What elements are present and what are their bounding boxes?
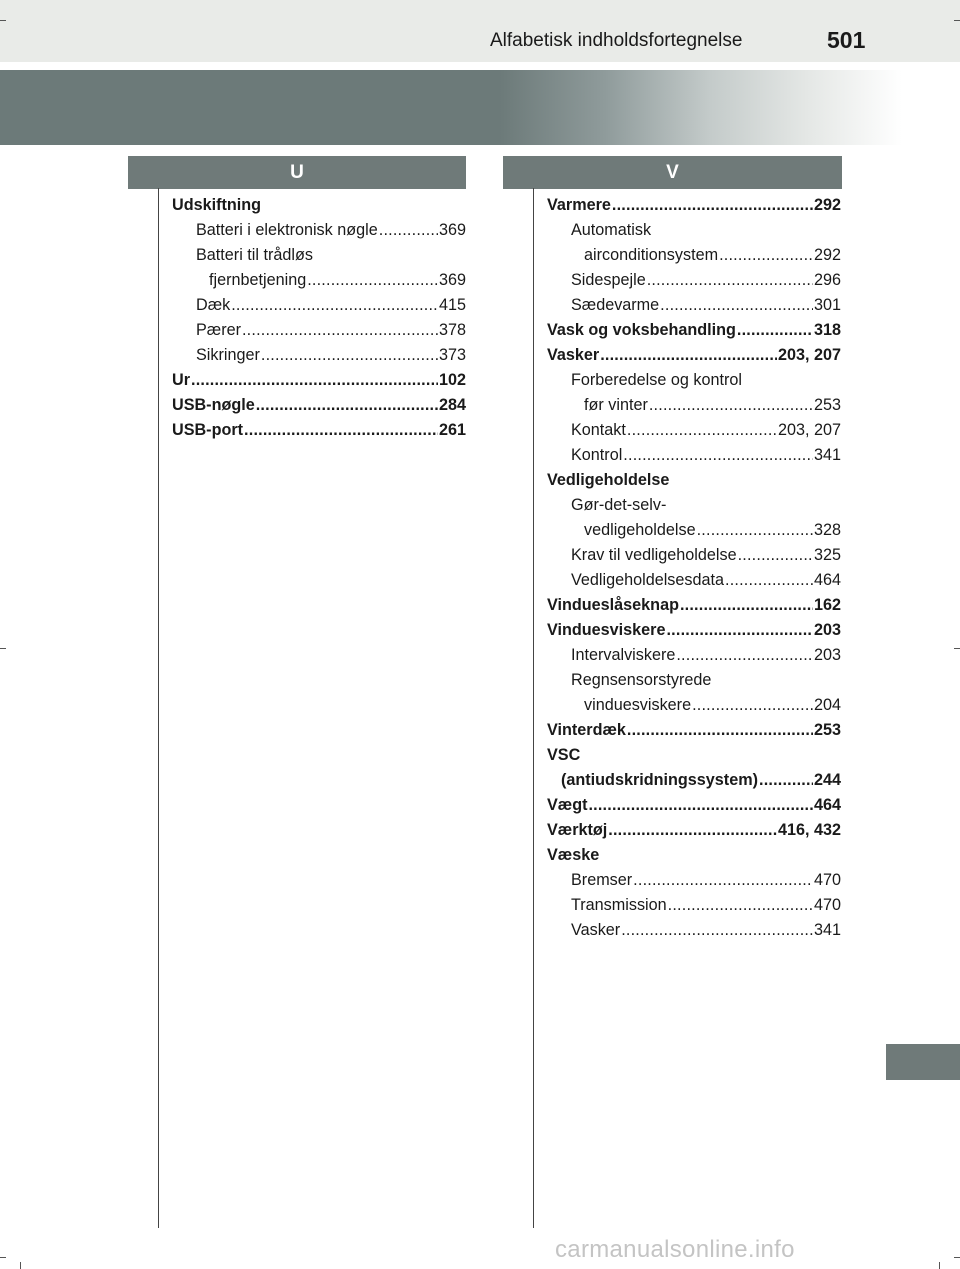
column-divider-left xyxy=(158,188,159,1228)
index-entry xyxy=(547,193,841,218)
index-entry-term: Dæk xyxy=(196,296,231,314)
index-entry-page: 244 xyxy=(813,771,841,789)
dot-leader xyxy=(633,868,813,893)
index-entry-term: Transmission xyxy=(571,896,667,914)
index-entry-term: før vinter xyxy=(584,396,648,414)
dot-leader xyxy=(623,443,813,468)
index-entry-term: (antiudskridningssystem) xyxy=(561,771,758,789)
index-entry xyxy=(547,718,841,743)
index-entry xyxy=(547,518,841,543)
crop-mark xyxy=(954,648,960,649)
index-entry-term: Sædevarme xyxy=(571,296,660,314)
index-entry-term: Vask og voksbehandling xyxy=(547,321,736,339)
dot-leader xyxy=(647,268,813,293)
column-header-v: V xyxy=(503,156,842,189)
index-entry-page: 203 xyxy=(813,621,841,639)
dot-leader xyxy=(738,543,813,568)
dot-leader xyxy=(676,643,813,668)
index-entry-term: Varmere xyxy=(547,196,611,214)
index-entry-page: 292 xyxy=(813,246,841,264)
index-entry xyxy=(547,693,841,718)
index-entry xyxy=(547,493,841,518)
dot-leader xyxy=(692,693,813,718)
index-entry-page: 341 xyxy=(813,921,841,939)
index-entry-term: Vasker xyxy=(547,346,600,364)
dot-leader xyxy=(307,268,438,293)
index-entry-term: Sikringer xyxy=(196,346,260,364)
index-entry xyxy=(547,918,841,943)
index-entry-term: Udskiftning xyxy=(172,196,262,214)
index-entry-term: Kontakt xyxy=(571,421,626,439)
index-entry xyxy=(547,443,841,468)
index-entry-page: 325 xyxy=(813,546,841,564)
index-entry-page: 416, 432 xyxy=(777,821,841,839)
index-entry-term: Vedligeholdelse xyxy=(547,471,670,489)
index-entry-page: 464 xyxy=(813,571,841,589)
index-entry-term: vinduesviskere xyxy=(584,696,692,714)
index-entry-term: airconditionsystem xyxy=(584,246,719,264)
index-entry-page: 470 xyxy=(813,871,841,889)
dot-leader xyxy=(627,418,777,443)
index-entry-page: 203, 207 xyxy=(777,346,841,364)
dot-leader xyxy=(242,318,438,343)
index-entry-term: vedligeholdelse xyxy=(584,521,696,539)
index-entry xyxy=(547,593,841,618)
index-entry-page: 328 xyxy=(813,521,841,539)
index-entry-term: USB-port xyxy=(172,421,244,439)
chapter-tab-marker xyxy=(886,1044,960,1080)
index-entry-page: 341 xyxy=(813,446,841,464)
index-entry xyxy=(547,618,841,643)
dot-leader xyxy=(261,343,438,368)
column-header-u: U xyxy=(128,156,466,189)
index-entry-term: Væske xyxy=(547,846,600,864)
section-title: Alfabetisk indholdsfortegnelse xyxy=(490,30,743,51)
index-entry-term: Vinterdæk xyxy=(547,721,626,739)
index-entry xyxy=(172,293,466,318)
watermark: carmanualsonline.info xyxy=(555,1236,795,1263)
index-entry xyxy=(547,393,841,418)
dot-leader xyxy=(697,518,813,543)
index-entry-term: Pærer xyxy=(196,321,241,339)
dot-leader xyxy=(621,918,813,943)
index-entry xyxy=(547,543,841,568)
index-entry xyxy=(172,218,466,243)
index-entry-page: 102 xyxy=(438,371,466,389)
dot-leader xyxy=(725,568,813,593)
index-entry-page: 373 xyxy=(438,346,466,364)
index-entry xyxy=(172,193,466,218)
index-entry xyxy=(172,268,466,293)
index-entry xyxy=(547,268,841,293)
index-entry xyxy=(547,643,841,668)
index-entry-term: fjernbetjening xyxy=(209,271,307,289)
index-entry xyxy=(547,668,841,693)
index-entry-term: Forberedelse og kontrol xyxy=(571,371,742,389)
index-entry-term: Kontrol xyxy=(571,446,623,464)
index-entry-term: Sidespejle xyxy=(571,271,646,289)
index-entry-page: 203, 207 xyxy=(777,421,841,439)
index-entry-page: 369 xyxy=(438,271,466,289)
index-entry-term: Gør-det-selv- xyxy=(571,496,667,514)
index-entry-page: 204 xyxy=(813,696,841,714)
index-entry xyxy=(547,818,841,843)
index-entry xyxy=(547,768,841,793)
index-entry-page: 301 xyxy=(813,296,841,314)
index-entry-term: Vedligeholdelsesdata xyxy=(571,571,725,589)
index-entry-term: Batteri i elektronisk nøgle xyxy=(196,221,378,239)
dot-leader xyxy=(649,393,813,418)
index-entry-page: 261 xyxy=(438,421,466,439)
index-entry-page: 378 xyxy=(438,321,466,339)
crop-mark xyxy=(954,20,960,21)
dot-leader xyxy=(612,193,813,218)
index-entry-term: Automatisk xyxy=(571,221,652,239)
index-entry xyxy=(547,218,841,243)
index-entry-page: 284 xyxy=(438,396,466,414)
index-entry-page: 318 xyxy=(813,321,841,339)
dot-leader xyxy=(737,318,813,343)
crop-mark xyxy=(20,1262,21,1269)
dot-leader xyxy=(680,593,813,618)
index-entry xyxy=(547,868,841,893)
index-entry-term: VSC xyxy=(547,746,581,764)
index-entry-term: Vindueslåseknap xyxy=(547,596,679,614)
page-header-strip xyxy=(0,0,960,62)
dot-leader xyxy=(600,343,777,368)
index-entry xyxy=(547,568,841,593)
index-entry-page: 253 xyxy=(813,721,841,739)
index-entry-term: Krav til vedligeholdelse xyxy=(571,546,737,564)
dot-leader xyxy=(627,718,813,743)
header-banner xyxy=(0,70,960,145)
dot-leader xyxy=(588,793,813,818)
index-entry-term: Vinduesviskere xyxy=(547,621,666,639)
dot-leader xyxy=(231,293,438,318)
index-entry-term: Vægt xyxy=(547,796,588,814)
crop-mark xyxy=(954,1257,960,1258)
dot-leader xyxy=(191,368,438,393)
crop-mark xyxy=(0,648,6,649)
index-entry xyxy=(547,418,841,443)
index-entry-page: 253 xyxy=(813,396,841,414)
dot-leader xyxy=(668,893,813,918)
dot-leader xyxy=(660,293,813,318)
index-entry-page: 415 xyxy=(438,296,466,314)
index-entry-term: Vasker xyxy=(571,921,621,939)
index-entry xyxy=(547,243,841,268)
index-entry-term: Regnsensorstyrede xyxy=(571,671,712,689)
index-entry xyxy=(547,743,841,768)
index-entry xyxy=(547,893,841,918)
index-entry-term: Batteri til trådløs xyxy=(196,246,313,264)
index-entry-term: Ur xyxy=(172,371,190,389)
index-entry-term: USB-nøgle xyxy=(172,396,255,414)
index-entry-page: 292 xyxy=(813,196,841,214)
dot-leader xyxy=(244,418,438,443)
index-entry-page: 470 xyxy=(813,896,841,914)
index-column-u xyxy=(172,193,466,443)
index-entry-page: 296 xyxy=(813,271,841,289)
index-entry xyxy=(547,368,841,393)
index-entry xyxy=(172,343,466,368)
dot-leader xyxy=(666,618,813,643)
dot-leader xyxy=(379,218,438,243)
page-number: 501 xyxy=(827,27,866,53)
index-entry xyxy=(547,468,841,493)
index-entry-term: Værktøj xyxy=(547,821,608,839)
index-entry xyxy=(547,293,841,318)
index-entry-page: 203 xyxy=(813,646,841,664)
index-entry xyxy=(172,318,466,343)
index-entry xyxy=(172,418,466,443)
index-column-v xyxy=(547,193,841,943)
index-entry xyxy=(547,318,841,343)
column-divider-right xyxy=(533,188,534,1228)
crop-mark xyxy=(0,1257,6,1258)
crop-mark xyxy=(0,20,6,21)
index-entry-page: 162 xyxy=(813,596,841,614)
index-entry xyxy=(172,393,466,418)
index-entry xyxy=(547,343,841,368)
dot-leader xyxy=(759,768,813,793)
dot-leader xyxy=(256,393,438,418)
index-entry xyxy=(172,368,466,393)
index-entry xyxy=(547,793,841,818)
dot-leader xyxy=(719,243,813,268)
crop-mark xyxy=(939,1262,940,1269)
index-entry xyxy=(172,243,466,268)
index-entry-term: Intervalviskere xyxy=(571,646,676,664)
dot-leader xyxy=(608,818,777,843)
index-entry-term: Bremser xyxy=(571,871,633,889)
index-entry-page: 464 xyxy=(813,796,841,814)
index-entry-page: 369 xyxy=(438,221,466,239)
index-entry xyxy=(547,843,841,868)
